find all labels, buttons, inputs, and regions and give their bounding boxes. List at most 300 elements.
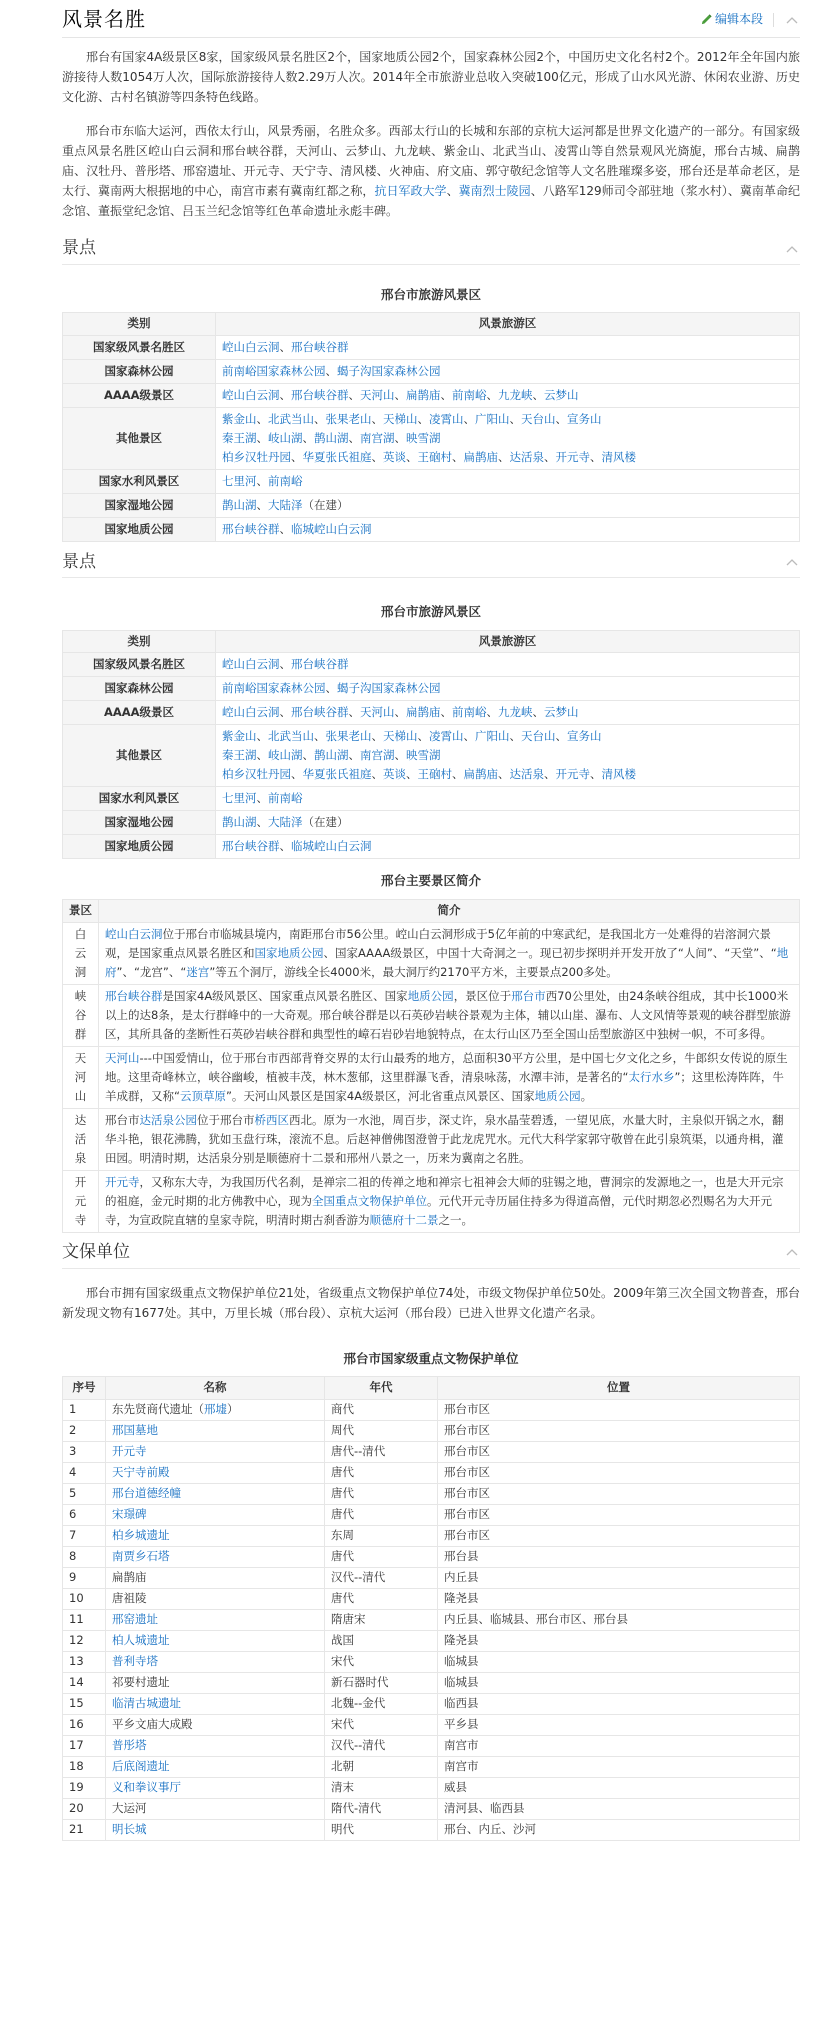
link[interactable]: 扁鹊庙 (406, 388, 441, 403)
link[interactable]: 临城崆山白云洞 (291, 522, 372, 537)
scene-name-cell (63, 984, 99, 1046)
link[interactable]: 七里河 (222, 474, 257, 489)
index-cell: 3 (63, 1441, 106, 1462)
name-cell (106, 1441, 325, 1462)
text-run: 邢台市 (105, 1112, 140, 1127)
link[interactable]: 邢窑遗址 (112, 1611, 158, 1626)
scene-name-char: 开 (74, 1174, 87, 1189)
scenic-spots-cell (216, 384, 800, 408)
link[interactable]: 地质公园 (407, 988, 454, 1003)
table-caption: 邢台市旅游风景区 (380, 287, 481, 302)
text-run: 位于邢台市临城县境内，南距邢台市56公里。崆山白云洞形成于5亿年前的中寒武纪，是我国北方一处难得的岩溶洞穴景观，是国家重点风景名胜区和 (105, 926, 771, 960)
table-row (63, 725, 800, 787)
link[interactable]: 全国重点文物保护单位 (312, 1193, 427, 1208)
name-cell (106, 1462, 325, 1483)
index-cell: 14 (63, 1672, 106, 1693)
name-cell (106, 1420, 325, 1441)
text-run: 、 (371, 450, 383, 465)
section-title: 文保单位 (62, 1241, 130, 1262)
link[interactable]: 邢台峡谷群 (291, 705, 349, 720)
location-cell: 临城县 (438, 1672, 800, 1693)
scene-name-cell (63, 1170, 99, 1232)
text-run: 、 (348, 705, 360, 720)
spots-line (222, 410, 793, 429)
location-cell: 隆尧县 (438, 1588, 800, 1609)
link[interactable]: 后底阁遗址 (112, 1758, 170, 1773)
text-run: 、 (279, 340, 291, 355)
table-row (63, 1714, 800, 1735)
link[interactable]: 华夏张氏祖庭 (302, 767, 372, 782)
column-header: 风景旅游区 (216, 313, 800, 336)
link[interactable]: 凌霄山 (429, 729, 464, 744)
text-run: 平乡文庙大成殿 (112, 1716, 193, 1731)
link[interactable]: 岐山湖 (268, 748, 303, 763)
text-run: 、 (394, 705, 406, 720)
text-run: 、 (256, 474, 268, 489)
column-header: 风景旅游区 (216, 630, 800, 653)
page (0, 2, 840, 1841)
text-run: 、 (590, 767, 602, 782)
category-cell: 其他景区 (63, 725, 216, 787)
link[interactable]: 邢台峡谷群 (105, 988, 163, 1003)
text-run: ，景区位于 (453, 988, 512, 1003)
scene-name-char: 峡 (74, 988, 87, 1003)
text-run: 、 (452, 767, 464, 782)
link[interactable]: 邢台峡谷群 (291, 657, 349, 672)
link[interactable]: 云梦山 (544, 388, 579, 403)
category-cell: 其他景区 (63, 408, 216, 470)
link[interactable]: 义和拳议事厅 (112, 1779, 181, 1794)
category-cell: AAAA级景区 (63, 701, 216, 725)
text-run: 、 (486, 705, 498, 720)
link[interactable]: 抗日军政大学 (374, 184, 447, 198)
text-run: 邢台有国家4A级景区8家，国家级风景名胜区2个，国家地质公园2个，国家森林公园2个，中国历史文化名村2个。2012年全年国内旅游接待人数1054万人次，国际旅游接待人数2.29万人次。2014年全市旅游业总收入突破100亿元，形成了山水风光游、休闲农业游、历史文化游、古村名镇游等四条特色线路。 (62, 50, 800, 104)
table-row (63, 811, 800, 835)
link[interactable]: 宣务山 (567, 729, 602, 744)
text-run: 、 (279, 657, 291, 672)
era-cell: 唐代--清代 (325, 1441, 438, 1462)
location-cell: 内丘县、临城县、邢台市区、邢台县 (438, 1609, 800, 1630)
collapse-chevron-icon[interactable] (784, 12, 800, 28)
index-cell: 20 (63, 1798, 106, 1819)
collapse-chevron-icon[interactable] (784, 1244, 800, 1260)
scene-name-char: 元 (74, 1193, 87, 1208)
scenic-table (62, 312, 800, 542)
text-run: 、 (314, 412, 326, 427)
location-cell: 邢台市区 (438, 1441, 800, 1462)
link[interactable]: 前南峪国家森林公园 (222, 364, 326, 379)
text-run: 、 (394, 748, 406, 763)
link[interactable]: 崆山白云洞 (222, 705, 280, 720)
link[interactable]: 凌霄山 (429, 412, 464, 427)
scene-name-char: 云 (74, 945, 87, 960)
link[interactable]: 蝎子沟国家森林公园 (337, 364, 441, 379)
table-row (63, 787, 800, 811)
link[interactable]: 普利寺塔 (112, 1653, 158, 1668)
text-run: 、八路军129师司令部驻地（浆水村）、冀南革命纪念馆、董振堂纪念馆、吕玉兰纪念馆等红色革命遗址永彪丰碑。 (62, 184, 800, 218)
text-run: 邢台市东临大运河，西依太行山，风景秀丽，名胜众多。西部太行山的长城和东部的京杭大运河都是世界文化遗产的一部分。有国家级重点风景名胜区崆山白云洞和邢台峡谷群，天河山、云梦山、九龙峡、紫金山、北武当山、凌霄山等自然景观风光旖旎，邢台古城、扁鹊庙、汉牡丹、普彤塔、邢窑遗址、开元寺、天宁寺、清风楼、火神庙、府文庙、郭守敬纪念馆等人文名胜璀璨多姿，邢台还是革命老区，是太行、冀南两大根据地的中心，南宫市素有冀南红都之称， (62, 124, 800, 198)
link[interactable]: 宋璟碑 (112, 1506, 147, 1521)
link[interactable]: 邢台峡谷群 (222, 839, 280, 854)
table-row (63, 336, 800, 360)
scene-name-char: 洞 (74, 964, 87, 979)
name-cell (106, 1399, 325, 1420)
link[interactable]: 天台山 (521, 412, 556, 427)
link[interactable]: 王硇村 (417, 767, 452, 782)
scene-name-char: 寺 (74, 1212, 87, 1227)
link[interactable]: 紫金山 (222, 729, 257, 744)
table-row (63, 1798, 800, 1819)
link[interactable]: 前南峪 (268, 474, 303, 489)
link[interactable]: 地府 (105, 945, 789, 979)
link[interactable]: 柏乡汉牡丹园 (222, 450, 291, 465)
link[interactable]: 广阳山 (475, 412, 510, 427)
link[interactable]: 紫金山 (222, 412, 257, 427)
scene-name-char: 山 (74, 1088, 87, 1103)
text-run: 、 (486, 388, 498, 403)
table-row (63, 1735, 800, 1756)
spots-line (222, 338, 793, 357)
link[interactable]: 张果老山 (325, 412, 372, 427)
table-header-row (63, 899, 800, 922)
category-cell: AAAA级景区 (63, 384, 216, 408)
link[interactable]: 达活泉公园 (139, 1112, 197, 1127)
link[interactable]: 达活泉 (509, 767, 544, 782)
link[interactable]: 邢台峡谷群 (222, 522, 280, 537)
text-run: 、 (509, 412, 521, 427)
text-run: 、 (406, 450, 418, 465)
link[interactable]: 天河山 (105, 1050, 140, 1065)
text-run: 、 (394, 431, 406, 446)
scene-name-char: 活 (74, 1131, 87, 1146)
link[interactable]: 九龙峡 (498, 388, 533, 403)
spots-line (222, 448, 793, 467)
link[interactable]: 临清古城遗址 (112, 1695, 181, 1710)
link[interactable]: 前南峪国家森林公园 (222, 681, 326, 696)
link[interactable]: 天宁寺前殿 (112, 1464, 170, 1479)
text-run: 、 (325, 681, 337, 696)
text-run: 之一。 (438, 1212, 473, 1227)
text-run: 、 (302, 431, 314, 446)
link[interactable]: 邢国墓地 (112, 1422, 158, 1437)
text-run: 、 (279, 522, 291, 537)
index-cell: 13 (63, 1651, 106, 1672)
text-run: 、 (302, 748, 314, 763)
text-run: （在建） (302, 815, 349, 830)
link[interactable]: 柏人城遗址 (112, 1632, 170, 1647)
text-run: 、 (452, 450, 464, 465)
text-run: 、 (544, 767, 556, 782)
heritage-table (62, 1376, 800, 1841)
index-cell: 16 (63, 1714, 106, 1735)
link[interactable]: 鹊山湖 (314, 431, 349, 446)
scenic-spots-cell (216, 653, 800, 677)
link[interactable]: 张果老山 (325, 729, 372, 744)
text-run: 、 (417, 729, 429, 744)
text-run: 、 (463, 412, 475, 427)
location-cell: 平乡县 (438, 1714, 800, 1735)
section-header-scenic-2 (62, 546, 800, 578)
link[interactable]: 普彤塔 (112, 1737, 147, 1752)
link[interactable]: 天河山 (360, 705, 395, 720)
link[interactable]: 崆山白云洞 (105, 926, 163, 941)
name-cell (106, 1483, 325, 1504)
text-run: 、 (406, 767, 418, 782)
text-run: 、 (348, 431, 360, 446)
text-run: 、 (532, 705, 544, 720)
table-row (63, 518, 800, 542)
link[interactable]: 扁鹊庙 (406, 705, 441, 720)
index-cell: 6 (63, 1504, 106, 1525)
link[interactable]: 广阳山 (475, 729, 510, 744)
index-cell: 12 (63, 1630, 106, 1651)
link[interactable]: 柏乡城遗址 (112, 1527, 170, 1542)
edit-section-button[interactable] (701, 10, 763, 29)
link[interactable]: 清风楼 (601, 767, 636, 782)
text-run: 是国家4A级风景区、国家重点风景名胜区、国家 (162, 988, 408, 1003)
collapse-chevron-icon[interactable] (784, 554, 800, 570)
link[interactable]: 开元寺 (555, 767, 590, 782)
table-row (63, 653, 800, 677)
link[interactable]: 秦王湖 (222, 431, 257, 446)
era-cell: 新石器时代 (325, 1672, 438, 1693)
text-run: ，又称东大寺，为我国历代名刹，是禅宗二祖的传禅之地和禅宗七祖神会大师的驻锡之地，曹洞宗的发源地之一，也是大开元宗的祖庭，金元时期的北方佛教中心，现为 (105, 1174, 784, 1208)
index-cell: 9 (63, 1567, 106, 1588)
link[interactable]: 南宫湖 (360, 748, 395, 763)
link[interactable]: 南宫湖 (360, 431, 395, 446)
scene-name-cell (63, 922, 99, 984)
location-cell: 清河县、临西县 (438, 1798, 800, 1819)
section-title: 景点 (62, 238, 96, 259)
table-header-row (63, 313, 800, 336)
name-cell (106, 1819, 325, 1840)
link[interactable]: 开元寺 (555, 450, 590, 465)
text-run: 、 (325, 364, 337, 379)
link[interactable]: 秦王湖 (222, 748, 257, 763)
link[interactable]: 邢台峡谷群 (291, 388, 349, 403)
table-row (63, 1546, 800, 1567)
scenic-spots-cell (216, 470, 800, 494)
link[interactable]: 北武当山 (268, 412, 314, 427)
spots-line (222, 727, 793, 746)
scene-name-char: 达 (74, 1112, 87, 1127)
link[interactable]: 迷宫 (186, 964, 210, 979)
link[interactable]: 云顶草原 (179, 1088, 226, 1103)
link[interactable]: 邢台道德经幢 (112, 1485, 181, 1500)
link[interactable]: 鹊山湖 (314, 748, 349, 763)
link[interactable]: 崆山白云洞 (222, 657, 280, 672)
collapse-chevron-icon[interactable] (784, 241, 800, 257)
table-row (63, 1483, 800, 1504)
text-run: 、 (446, 184, 459, 198)
category-cell: 国家级风景名胜区 (63, 653, 216, 677)
link[interactable]: 顺德府十二景 (369, 1212, 439, 1227)
table-row (63, 1588, 800, 1609)
text-run: 、 (348, 748, 360, 763)
link[interactable]: 宣务山 (567, 412, 602, 427)
scenic-spots-cell (216, 835, 800, 859)
table-caption: 邢台主要景区简介 (380, 873, 481, 889)
spots-line (222, 679, 793, 698)
era-cell: 周代 (325, 1420, 438, 1441)
scenic-spots-cell (216, 408, 800, 470)
link[interactable]: 前南峪 (268, 791, 303, 806)
location-cell: 邢台、内丘、沙河 (438, 1819, 800, 1840)
link[interactable]: 冀南烈士陵园 (458, 184, 531, 198)
text-run: 、 (590, 450, 602, 465)
page-header (62, 2, 800, 38)
link[interactable]: 映雪湖 (406, 748, 441, 763)
link[interactable]: 映雪湖 (406, 431, 441, 446)
link[interactable]: 达活泉 (509, 450, 544, 465)
text-run: 、 (279, 388, 291, 403)
text-run: 东先贤商代遗址（ (112, 1401, 204, 1416)
spots-line (222, 746, 793, 765)
link[interactable]: 英谈 (383, 767, 406, 782)
link[interactable]: 开元寺 (112, 1443, 147, 1458)
link[interactable]: 临城崆山白云洞 (291, 839, 372, 854)
text-run: 、 (291, 450, 303, 465)
link[interactable]: 天梯山 (383, 729, 418, 744)
link[interactable]: 开元寺 (105, 1174, 140, 1189)
scene-intro-cell (99, 922, 800, 984)
table-row (63, 984, 800, 1046)
link[interactable]: 鹊山湖 (222, 498, 257, 513)
text-run: 、 (256, 431, 268, 446)
link[interactable]: 邢台峡谷群 (291, 340, 349, 355)
scene-name-cell (63, 1108, 99, 1170)
link[interactable]: 王硇村 (417, 450, 452, 465)
edit-section-label: 编辑本段 (714, 12, 763, 27)
spots-line (222, 703, 793, 722)
text-run: 位于邢台市 (197, 1112, 255, 1127)
link[interactable]: 九龙峡 (498, 705, 533, 720)
text-run: 、 (348, 388, 360, 403)
name-cell (106, 1609, 325, 1630)
text-run: 、 (498, 767, 510, 782)
era-cell: 东周 (325, 1525, 438, 1546)
era-cell: 隋代-清代 (325, 1798, 438, 1819)
link[interactable]: 太行水乡 (628, 1069, 675, 1084)
link[interactable]: 云梦山 (544, 705, 579, 720)
text-run: 。 (580, 1088, 593, 1103)
link[interactable]: 清风楼 (601, 450, 636, 465)
link[interactable]: 天梯山 (383, 412, 418, 427)
location-cell: 南宫市 (438, 1756, 800, 1777)
category-cell: 国家级风景名胜区 (63, 336, 216, 360)
table-row (63, 1567, 800, 1588)
scenic-spots-cell (216, 701, 800, 725)
spots-line (222, 789, 793, 808)
spots-line (222, 472, 793, 491)
link[interactable]: 地质公园 (534, 1088, 581, 1103)
text-run: 、 (279, 705, 291, 720)
text-run: ”、“龙宫”、“ (116, 964, 187, 979)
index-cell: 18 (63, 1756, 106, 1777)
text-run: 、 (555, 729, 567, 744)
divider (773, 13, 774, 27)
link[interactable]: 邢台市 (511, 988, 546, 1003)
scenic-spots-cell (216, 677, 800, 701)
category-cell: 国家水利风景区 (63, 470, 216, 494)
name-cell (106, 1735, 325, 1756)
location-cell: 邢台市区 (438, 1525, 800, 1546)
table-row (63, 384, 800, 408)
link[interactable]: 崆山白云洞 (222, 340, 280, 355)
link[interactable]: 国家地质公园 (254, 945, 324, 960)
link[interactable]: 天河山 (360, 388, 395, 403)
link[interactable]: 天台山 (521, 729, 556, 744)
link[interactable]: 明长城 (112, 1821, 147, 1836)
link[interactable]: 柏乡汉牡丹园 (222, 767, 291, 782)
link[interactable]: 前南峪 (452, 388, 487, 403)
link[interactable]: 桥西区 (254, 1112, 289, 1127)
link[interactable]: 华夏张氏祖庭 (302, 450, 372, 465)
spots-line (222, 837, 793, 856)
link[interactable]: 崆山白云洞 (222, 388, 280, 403)
text-run: 、 (279, 839, 291, 854)
link[interactable]: 七里河 (222, 791, 257, 806)
table-row (63, 1651, 800, 1672)
text-run: 、 (394, 388, 406, 403)
name-cell (106, 1504, 325, 1525)
link[interactable]: 鹊山湖 (222, 815, 257, 830)
text-run: 扁鹊庙 (112, 1569, 147, 1584)
link[interactable]: 大陆泽 (268, 815, 303, 830)
link[interactable]: 前南峪 (452, 705, 487, 720)
table-row (63, 360, 800, 384)
name-cell (106, 1672, 325, 1693)
column-header: 年代 (325, 1376, 438, 1399)
text-run: 。元代开元寺历届住持多为得道高僧，元代时期忽必烈赐名为大开元寺，为宣政院直辖的皇家寺院，明清时期古刹香游为 (105, 1193, 772, 1227)
era-cell: 唐代 (325, 1462, 438, 1483)
link[interactable]: 扁鹊庙 (463, 450, 498, 465)
location-cell: 邢台市区 (438, 1462, 800, 1483)
link[interactable]: 蝎子沟国家森林公园 (337, 681, 441, 696)
scene-name-cell (63, 1046, 99, 1108)
name-cell (106, 1630, 325, 1651)
link[interactable]: 南贾乡石塔 (112, 1548, 170, 1563)
era-cell: 隋唐宋 (325, 1609, 438, 1630)
text-run: 、 (440, 388, 452, 403)
intro-section (62, 47, 800, 221)
scene-intro-cell (99, 1046, 800, 1108)
index-cell: 19 (63, 1777, 106, 1798)
text-run: （在建） (302, 498, 349, 513)
link[interactable]: 邢墟 (204, 1401, 227, 1416)
era-cell: 明代 (325, 1819, 438, 1840)
link[interactable]: 岐山湖 (268, 431, 303, 446)
link[interactable]: 北武当山 (268, 729, 314, 744)
text-run: 、 (463, 729, 475, 744)
text-run: ”。天河山风景区是国家4A级景区，河北省重点风景区、国家 (225, 1088, 535, 1103)
link[interactable]: 扁鹊庙 (463, 767, 498, 782)
table-row (63, 1693, 800, 1714)
table-row (63, 1672, 800, 1693)
scene-name-char: 泉 (74, 1150, 87, 1165)
link[interactable]: 英谈 (383, 450, 406, 465)
heritage-paragraph (62, 1283, 800, 1323)
text-run: 邢台市拥有国家级重点文物保护单位21处，省级重点文物保护单位74处，市级文物保护单位50处。2009年第三次全国文物普查，邢台新发现文物有1677处。其中，万里长城（邢台段）、京杭大运河（邢台段）已进入世界文化遗产名录。 (62, 1285, 800, 1320)
column-header: 名称 (106, 1376, 325, 1399)
text-run: 、国家AAAA级景区，中国十大奇洞之一。现已初步探明并开发开放了“人间”、“天堂”、“ (323, 945, 777, 960)
category-cell: 国家湿地公园 (63, 811, 216, 835)
location-cell: 内丘县 (438, 1567, 800, 1588)
section-header-heritage (62, 1237, 800, 1269)
link[interactable]: 大陆泽 (268, 498, 303, 513)
text-run: 、 (256, 498, 268, 513)
text-run: 、 (256, 791, 268, 806)
